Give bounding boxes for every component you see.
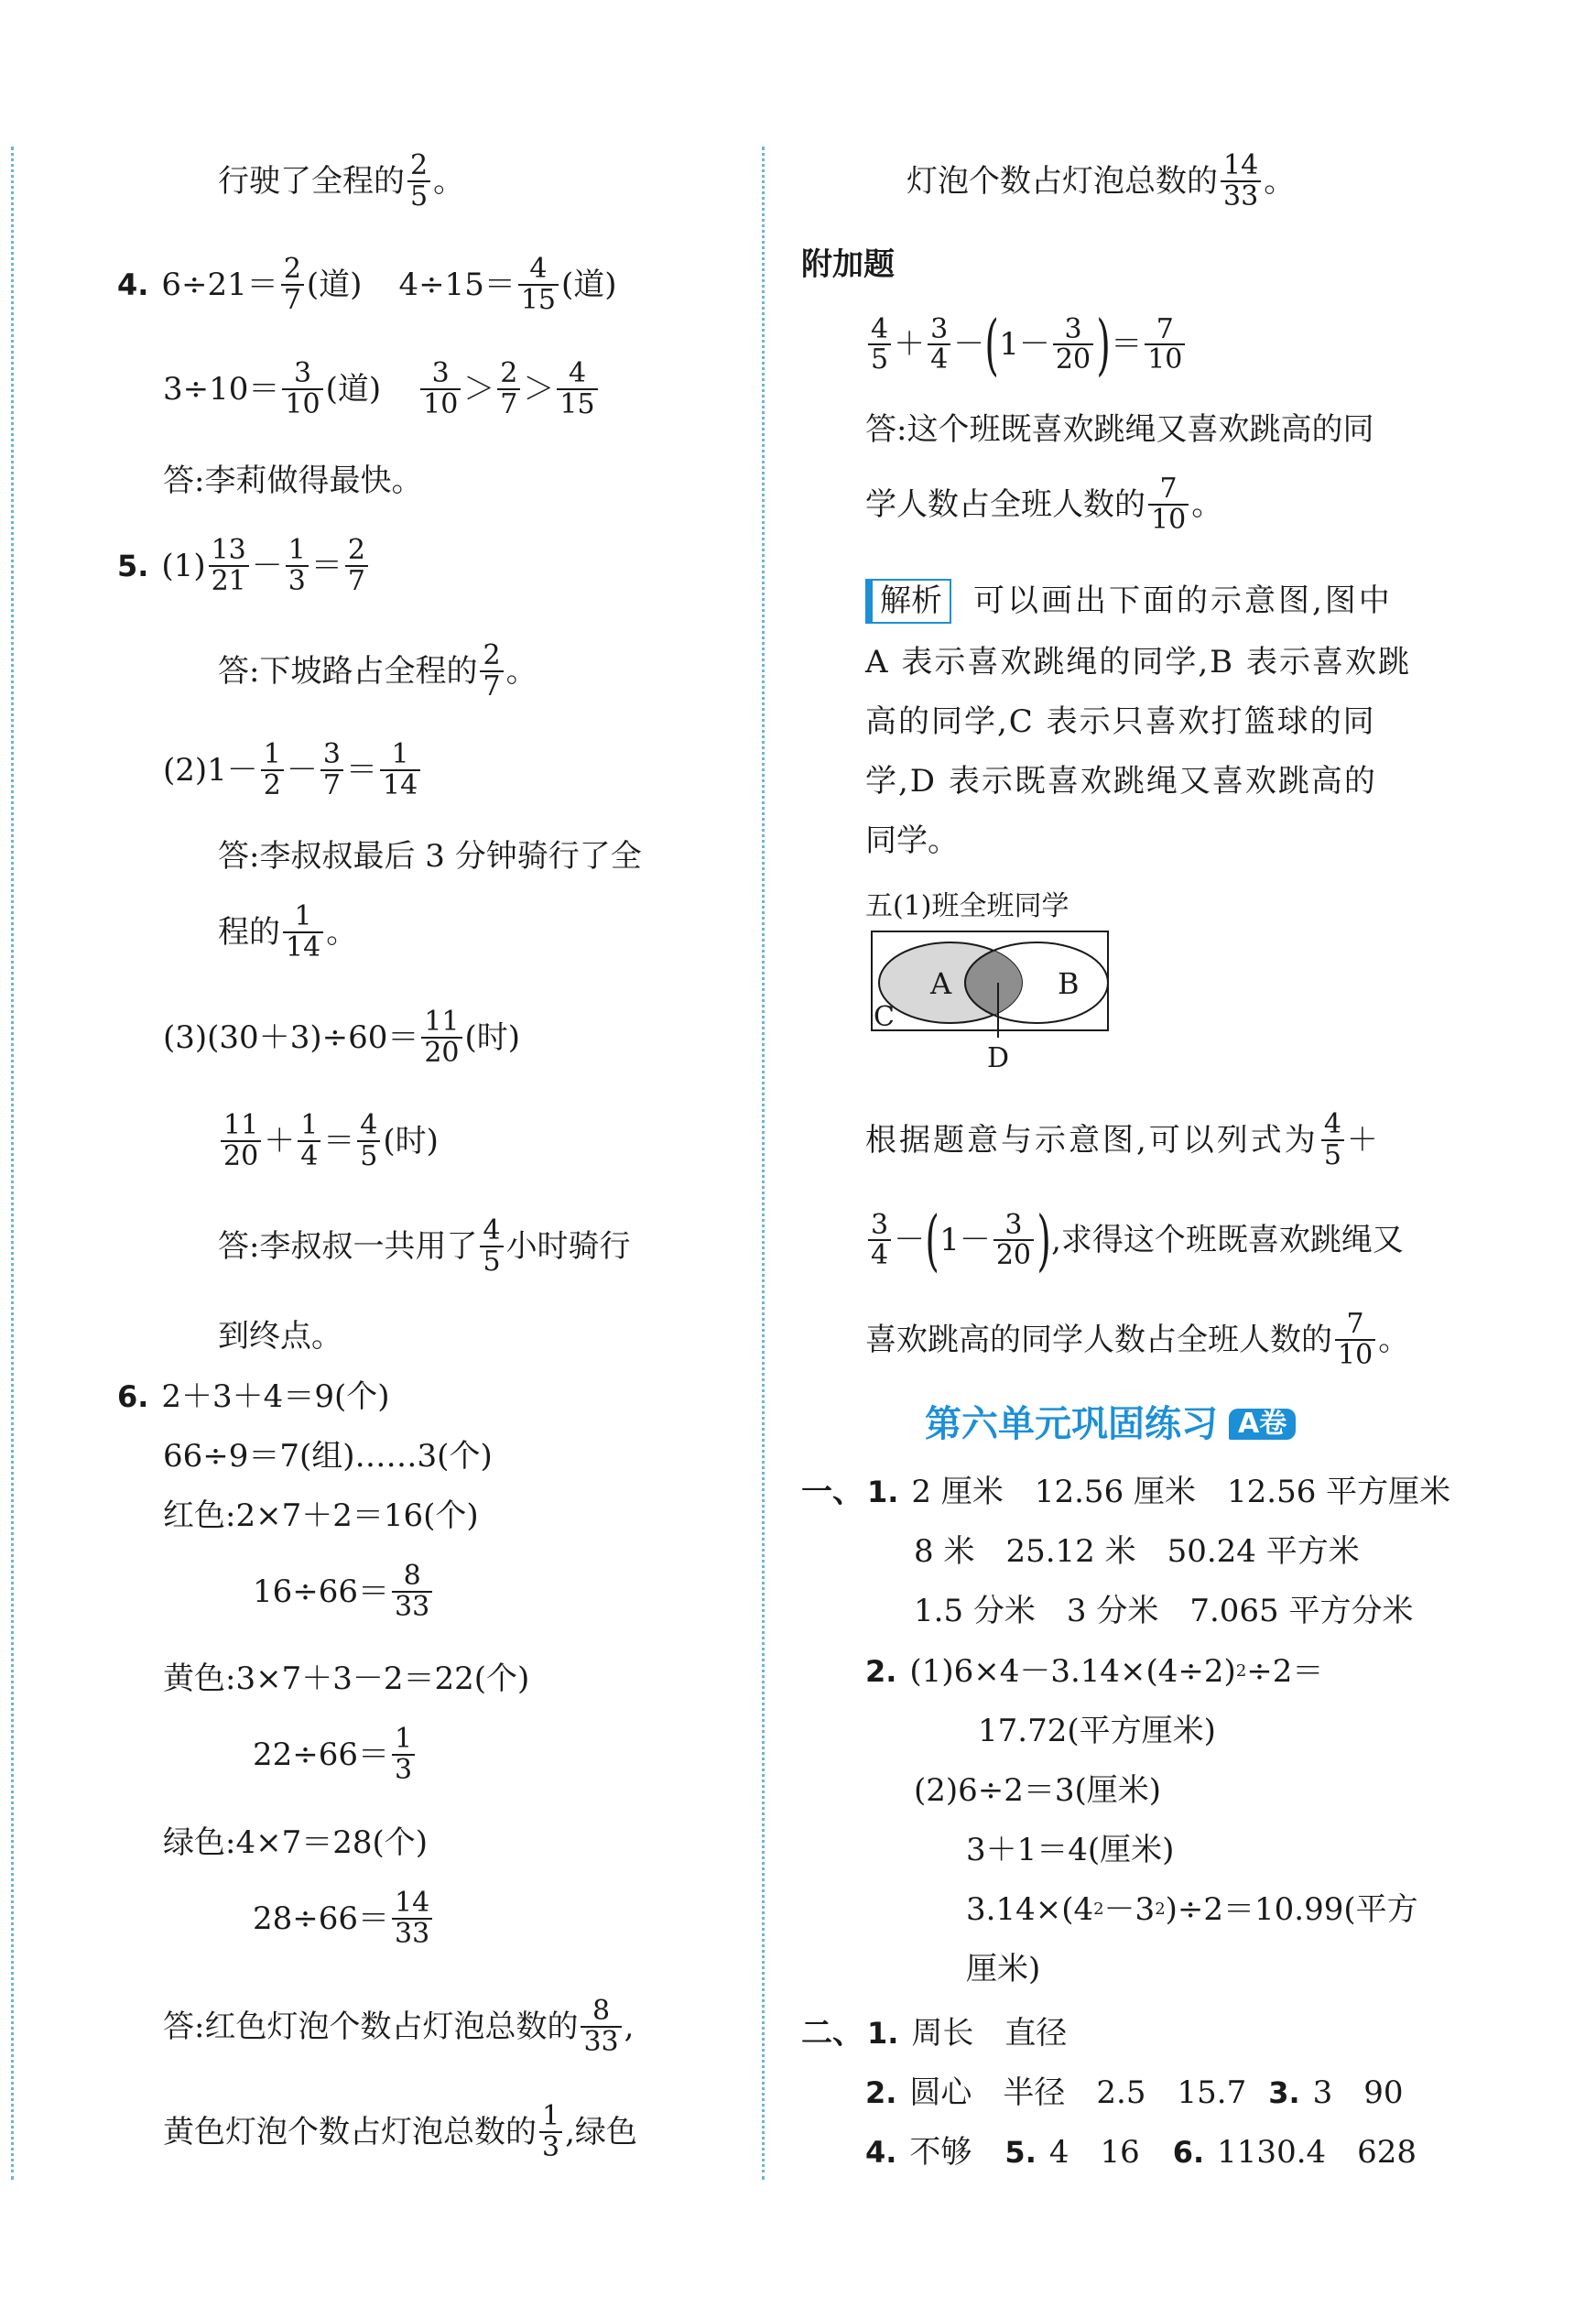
text: ,	[624, 2008, 635, 2045]
text: 1－	[939, 1222, 991, 1258]
text: 答:李叔叔一共用了	[218, 1227, 478, 1265]
text: 1130.4 628	[1217, 2134, 1417, 2171]
text: ,绿色	[565, 2113, 637, 2150]
fraction: $\frac{7}{10}$	[1148, 474, 1189, 534]
text: 2＋3＋4＝9(个)	[161, 1378, 390, 1415]
q5-3	[163, 1007, 520, 1067]
paren: (	[984, 306, 999, 383]
q6-yellow-div	[253, 1725, 418, 1784]
question-number: 2.	[865, 1654, 897, 1689]
text: 。	[1378, 1321, 1410, 1358]
text: 喜欢跳高的同学人数占全班人数的	[865, 1321, 1332, 1358]
text: －	[286, 751, 318, 789]
text: －	[894, 1222, 926, 1258]
q5-2	[163, 740, 423, 800]
fraction: $\frac{11}{20}$	[221, 1111, 261, 1170]
q6-green: 绿色:4×7＝28(个)	[163, 1824, 428, 1861]
text: 。	[505, 652, 537, 690]
fraction: $\frac{1}{3}$	[539, 2102, 562, 2161]
fraction: $\frac{1}{3}$	[286, 536, 309, 595]
question-number: 6.	[1172, 2135, 1205, 2170]
text: 周长 直径	[911, 2015, 1068, 2052]
text: 。	[326, 913, 358, 951]
q6-answer-line1	[163, 1997, 634, 2056]
text: 答:红色灯泡个数占灯泡总数的	[163, 2008, 579, 2045]
text: (2)1－	[163, 751, 258, 789]
text: ＞	[463, 370, 495, 408]
paren: (	[925, 1202, 939, 1279]
fraction: $\frac{4}{5}$	[868, 315, 891, 375]
calc-line1	[865, 1110, 1378, 1170]
s1-q1-line1	[801, 1476, 1450, 1508]
q5-1-answer	[218, 641, 537, 701]
paren: )	[1096, 306, 1111, 383]
text: 程的	[218, 913, 280, 951]
question-number: 2.	[865, 2075, 897, 2110]
text: (1)6×4－3.14×(4÷2)	[909, 1653, 1236, 1690]
extra-problem-title: 附加题	[801, 246, 895, 283]
s1-q2-line1: 2. (1)6×4－3.14×(4÷2) 2 ÷2＝	[865, 1653, 1324, 1690]
fraction: $\frac{2}{7}$	[281, 255, 304, 314]
q6-line2: 66÷9＝7(组)……3(个)	[163, 1438, 493, 1475]
fraction: $\frac{13}{21}$	[209, 536, 249, 595]
question-number: 5.	[1004, 2135, 1037, 2170]
fraction: $\frac{3}{4}$	[928, 315, 950, 375]
extra-answer-line1: 答:这个班既喜欢跳绳又喜欢跳高的同	[865, 411, 1374, 448]
venn-diagram	[870, 930, 1117, 1076]
text: ＞	[523, 370, 555, 408]
fraction: $\frac{14}{33}$	[1221, 151, 1261, 211]
fraction: $\frac{7}{10}$	[1335, 1310, 1375, 1369]
text: 行驶了全程的	[218, 162, 405, 200]
question-number: 1.	[867, 2016, 899, 2051]
text: 4÷15＝	[398, 266, 516, 303]
fraction: $\frac{4}{5}$	[357, 1111, 380, 1170]
text: ＝	[310, 547, 342, 584]
fraction: $\frac{3}{7}$	[320, 740, 343, 800]
fraction: $\frac{2}{7}$	[480, 641, 503, 701]
q5-2-answer-line1: 答:李叔叔最后 3 分钟骑行了全	[218, 838, 642, 875]
fraction: $\frac{7}{10}$	[1145, 315, 1185, 375]
q4-answer: 答:李莉做得最快。	[163, 463, 423, 499]
q6-red-div	[253, 1562, 435, 1621]
text: 6÷21＝	[161, 266, 278, 303]
analysis-line2: A 表示喜欢跳绳的同学,B 表示喜欢跳	[865, 644, 1411, 680]
s2-q1	[801, 2015, 1068, 2052]
q6-yellow: 黄色:3×7＋3－2＝22(个)	[163, 1660, 530, 1697]
text: －	[953, 326, 985, 363]
s1-q2-line2: 17.72(平方厘米)	[978, 1713, 1216, 1749]
text: 不够	[909, 2134, 972, 2171]
paren: )	[1037, 1202, 1051, 1279]
question-number: 3.	[1268, 2075, 1300, 2110]
q6-answer-line2	[163, 2102, 637, 2161]
venn-label-a: A	[930, 966, 952, 1001]
text: 黄色灯泡个数占灯泡总数的	[163, 2113, 537, 2150]
fraction: $\frac{14}{33}$	[392, 1889, 432, 1948]
fraction: $\frac{2}{5}$	[407, 151, 430, 211]
text: )÷2＝10.99(平方	[1165, 1891, 1418, 1928]
q5-3-line2	[218, 1111, 439, 1170]
text: 3 90	[1312, 2074, 1404, 2111]
fraction: $\frac{1}{2}$	[261, 740, 284, 800]
calc-line2	[865, 1202, 1404, 1279]
q5-3-answer-line2: 到终点。	[218, 1318, 342, 1355]
venn-title: 五(1)班全班同学	[865, 890, 1069, 922]
fraction: $\frac{2}{7}$	[345, 536, 368, 595]
text: ,求得这个班既喜欢跳绳又	[1051, 1222, 1404, 1258]
question-number: 1.	[867, 1475, 899, 1509]
fraction: $\frac{4}{15}$	[518, 255, 559, 314]
fraction: $\frac{1}{4}$	[298, 1111, 320, 1170]
text: (3)(30＋3)÷60＝	[163, 1018, 419, 1056]
q5-3-answer-line1	[218, 1216, 631, 1276]
fraction: $\frac{3}{20}$	[993, 1211, 1034, 1270]
analysis-line1	[865, 579, 1393, 624]
left-column	[0, 0, 751, 2297]
q6-green-div	[253, 1889, 435, 1948]
question-number: 4.	[865, 2135, 897, 2170]
calc-line3	[865, 1310, 1409, 1369]
text: －	[251, 547, 283, 584]
right-column	[778, 0, 1596, 2297]
fraction: $\frac{3}{10}$	[282, 359, 322, 419]
s1-q1-line2: 8 米 25.12 米 50.24 平方米	[914, 1533, 1360, 1570]
text: ＋	[1346, 1121, 1378, 1159]
s2-q2-q3	[865, 2074, 1404, 2111]
extra-answer-line2	[865, 474, 1222, 534]
unit-heading	[925, 1403, 1296, 1445]
text: 。	[1264, 162, 1296, 200]
s2-q4-q6	[865, 2134, 1417, 2171]
text: 3÷10＝	[163, 370, 280, 408]
text: 3.14×(4	[966, 1891, 1094, 1928]
extra-equation	[865, 306, 1188, 383]
text: 根据题意与示意图,可以列式为	[865, 1121, 1319, 1159]
text: ＝	[323, 1122, 355, 1159]
analysis-line5: 同学。	[865, 822, 959, 859]
text: －3	[1103, 1891, 1156, 1928]
text: 小时骑行	[505, 1227, 631, 1265]
question-number: 5.	[117, 548, 149, 583]
q6-red: 红色:2×7＋2＝16(个)	[163, 1497, 479, 1534]
question-number: 6.	[117, 1379, 149, 1414]
text: (时)	[464, 1018, 521, 1056]
fraction: $\frac{8}{33}$	[581, 1997, 621, 2056]
text: 22÷66＝	[253, 1736, 390, 1773]
s1-q1-line3: 1.5 分米 3 分米 7.065 平方分米	[914, 1593, 1414, 1629]
q4-line2	[163, 359, 601, 419]
fraction: $\frac{3}{4}$	[868, 1211, 891, 1270]
question-number: 4.	[117, 267, 149, 302]
fraction: $\frac{8}{33}$	[392, 1562, 432, 1621]
fraction: $\frac{2}{7}$	[497, 359, 520, 419]
fraction: $\frac{3}{20}$	[1053, 315, 1093, 375]
text: 学人数占全班人数的	[865, 485, 1145, 523]
venn-label-d: D	[987, 1042, 1010, 1074]
s1-q2-line3: (2)6÷2＝3(厘米)	[914, 1772, 1162, 1809]
line-l1	[218, 151, 464, 211]
fraction: $\frac{4}{5}$	[480, 1216, 503, 1276]
text: 可以画出下面的示意图,图中	[973, 582, 1393, 620]
analysis-line3: 高的同学,C 表示只喜欢打篮球的同	[865, 703, 1376, 740]
fraction: $\frac{1}{14}$	[283, 902, 323, 962]
text: 28÷66＝	[253, 1900, 390, 1937]
fraction: $\frac{4}{5}$	[1321, 1110, 1344, 1170]
unit-badge: A卷	[1229, 1409, 1296, 1440]
fraction: $\frac{1}{14}$	[380, 740, 420, 800]
fraction: $\frac{1}{3}$	[392, 1725, 415, 1784]
section-label: 一、	[801, 1474, 863, 1510]
section-label: 二、	[801, 2015, 863, 2052]
analysis-line4: 学,D 表示既喜欢跳绳又喜欢跳高的	[865, 763, 1377, 800]
q4-line1	[117, 255, 617, 314]
venn-label-c: C	[874, 1001, 895, 1033]
text: 圆心 半径 2.5 15.7	[909, 2074, 1247, 2111]
s1-q2-line4: 3＋1＝4(厘米)	[966, 1832, 1175, 1868]
text: 。	[1191, 485, 1223, 523]
right-line1	[907, 151, 1295, 211]
text: ＋	[894, 326, 926, 363]
text: (时)	[383, 1122, 439, 1159]
analysis-label: 解析	[865, 579, 951, 624]
column-divider	[762, 147, 765, 2180]
text: 灯泡个数占灯泡总数的	[907, 162, 1218, 200]
text: ＋	[264, 1122, 296, 1159]
text: (道)	[306, 266, 363, 303]
text: (1)	[161, 547, 206, 584]
text: (道)	[325, 370, 382, 408]
q6-line1	[117, 1378, 390, 1415]
s1-q2-line6: 厘米)	[966, 1951, 1041, 1987]
text: 16÷66＝	[253, 1573, 390, 1610]
text: 4 16	[1048, 2134, 1140, 2171]
text: 。	[433, 162, 465, 200]
text: 2 厘米 12.56 厘米 12.56 平方厘米	[911, 1474, 1451, 1510]
fraction: $\frac{11}{20}$	[421, 1007, 461, 1067]
q5-2-answer-line2	[218, 902, 357, 962]
text: ＝	[345, 751, 377, 789]
venn-label-b: B	[1058, 966, 1080, 1001]
unit-title: 第六单元巩固练习	[925, 1403, 1218, 1445]
text: 1－	[999, 326, 1050, 363]
s1-q2-line5: 3.14×(4 2 －3 2 )÷2＝10.99(平方	[966, 1891, 1418, 1928]
text: (道)	[561, 266, 617, 303]
fraction: $\frac{3}{10}$	[420, 359, 461, 419]
text: 答:下坡路占全程的	[218, 652, 478, 690]
text: ＝	[1111, 326, 1143, 363]
fraction: $\frac{4}{15}$	[557, 359, 597, 419]
text: ÷2＝	[1246, 1653, 1324, 1690]
q5-1	[117, 536, 371, 595]
